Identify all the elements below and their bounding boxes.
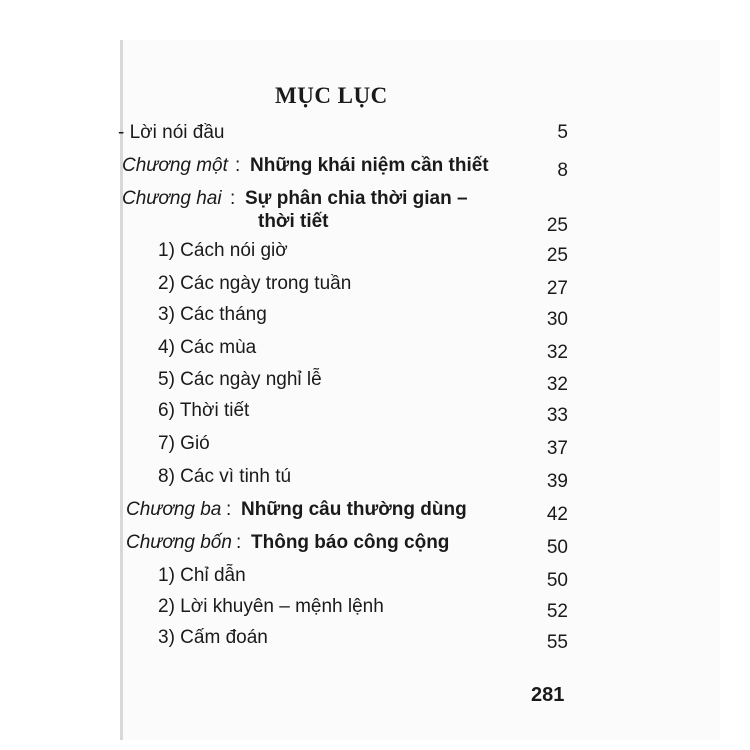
entry-label: 8) Các vì tinh tú [158, 466, 292, 487]
entry-page: 39 [546, 471, 568, 492]
toc-entry-2-6 [0, 400, 750, 430]
toc-entry-2-3 [0, 304, 750, 334]
entry-label: 3) Cấm đoán [158, 627, 268, 648]
toc-entry-2-8 [0, 466, 750, 496]
toc-entry-4-1 [0, 565, 750, 595]
entry-label: - Lời nói đầu [118, 122, 225, 143]
toc-entry-4-3 [0, 627, 750, 657]
entry-label: 7) Gió [158, 433, 210, 454]
toc-entry-4-2 [0, 596, 750, 626]
entry-page: 37 [546, 438, 568, 459]
toc-entry-2-1 [0, 240, 750, 270]
entry-label: 3) Các tháng [158, 304, 267, 325]
entry-label: 5) Các ngày nghỉ lễ [158, 369, 322, 390]
toc-entry-chapter-1 [0, 155, 750, 185]
page-number: 281 [531, 684, 565, 706]
entry-page: 42 [546, 504, 568, 525]
entry-page: 50 [546, 537, 568, 558]
chapter-title: Sự phân chia thời gian – [245, 188, 468, 209]
chapter-title-cont: thời tiết [258, 211, 329, 232]
entry-label: 4) Các mùa [158, 337, 257, 358]
chapter-label: Chương bốn [126, 532, 232, 553]
entry-page: 8 [557, 160, 568, 181]
entry-page: 32 [546, 342, 568, 363]
toc-title: MỤC LỤC [275, 83, 388, 108]
colon: : [226, 499, 232, 520]
entry-page: 55 [546, 632, 568, 653]
entry-page: 25 [546, 245, 568, 266]
entry-page: 33 [546, 405, 568, 426]
entry-page: 32 [546, 374, 568, 395]
entry-page: 30 [546, 309, 568, 330]
toc-entry-2-2 [0, 273, 750, 303]
entry-label: 2) Các ngày trong tuần [158, 273, 352, 294]
toc-entry-2-4 [0, 337, 750, 367]
toc-entry-preface [0, 122, 750, 152]
entry-page: 5 [557, 122, 568, 143]
toc-entry-2-5 [0, 369, 750, 399]
entry-page: 50 [546, 570, 568, 591]
chapter-title: Những câu thường dùng [241, 499, 467, 520]
chapter-label: Chương hai [122, 188, 222, 209]
entry-label: 6) Thời tiết [158, 400, 250, 421]
colon: : [235, 155, 241, 176]
entry-label: 2) Lời khuyên – mệnh lệnh [158, 596, 384, 617]
chapter-label: Chương ba [126, 499, 222, 520]
entry-page: 27 [546, 278, 568, 299]
chapter-title: Thông báo công cộng [251, 532, 450, 553]
toc-entry-chapter-4 [0, 532, 750, 562]
chapter-title: Những khái niệm cần thiết [250, 155, 489, 176]
entry-page: 52 [546, 601, 568, 622]
colon: : [236, 532, 242, 553]
toc-entry-2-7 [0, 433, 750, 463]
toc-entry-chapter-2-cont [0, 211, 750, 241]
entry-label: 1) Cách nói giờ [158, 240, 288, 261]
toc-entry-chapter-3 [0, 499, 750, 529]
chapter-label: Chương một [122, 155, 228, 176]
entry-label: 1) Chỉ dẫn [158, 565, 246, 586]
colon: : [230, 188, 236, 209]
entry-page: 25 [546, 215, 568, 236]
